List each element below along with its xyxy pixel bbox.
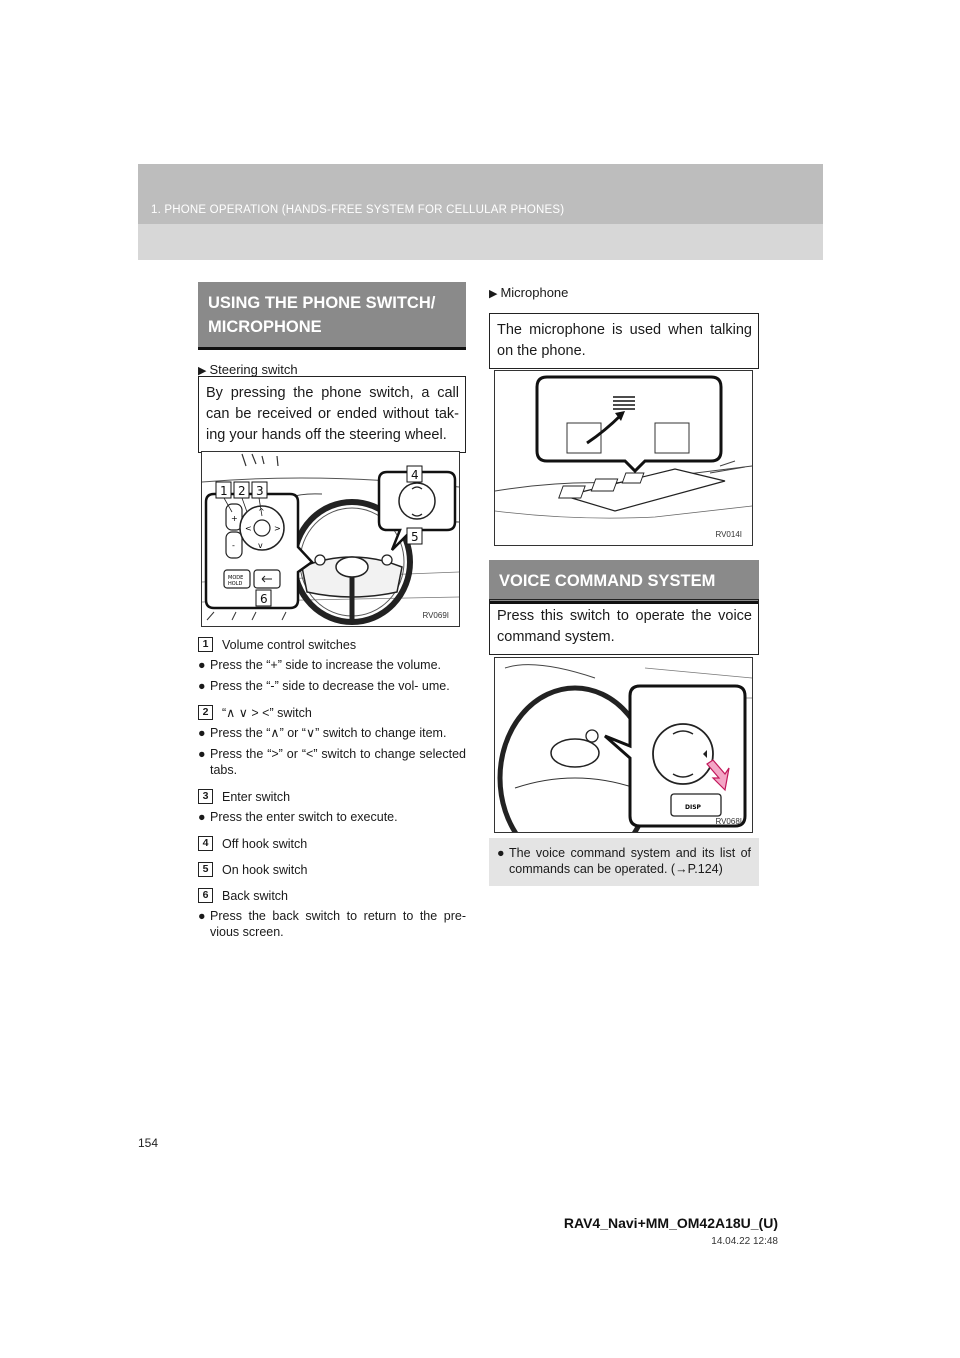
left-column [198,282,466,377]
microphone-figure [494,370,753,546]
list-item-back: 6 Back switch ● Press the back switch to return to the pre- vious screen. [198,888,466,939]
overhead-console-illustration [495,371,752,545]
list-bullet: ● Press the “>” or “<” switch to change selected tabs. [198,747,466,777]
svg-text:v: v [258,541,263,550]
figure-code: RV014I [715,530,742,539]
list-item-volume: 1 Volume control switches ● Press the “+” side to increase the volume. ● Press the “-” side to decrease the vol- ume. [198,637,466,694]
number-box: 6 [198,888,213,903]
voice-note-box [489,838,759,886]
list-bullet: ● Press the back switch to return to the pre- vious screen. [198,909,466,939]
list-bullet: ● Press the “+” side to increase the volume. [198,658,442,672]
figure-code: RV068I [715,817,742,826]
svg-text:<: < [245,524,252,533]
mic-text-box: The microphone is used when talking on the phone. [489,313,759,369]
steering-switch-figure [201,451,460,627]
svg-text:3: 3 [256,484,264,498]
voice-switch-figure [494,657,753,833]
switch-list [198,628,466,940]
number-box: 2 [198,705,213,720]
number-box: 3 [198,789,213,804]
header-top [138,164,823,224]
section-title-phone-switch: USING THE PHONE SWITCH/ MICROPHONE [198,282,466,350]
footer-timestamp: 14.04.22 12:48 [711,1236,778,1247]
intro-box: By pressing the phone switch, a call can be received or ended without tak- ing your hands off the steering wheel. [198,376,466,453]
triangle-icon: ▶ [198,365,207,377]
list-bullet: ● Press the “∧” or “∨” switch to change item. [198,726,447,740]
svg-text:MODE: MODE [228,575,244,581]
list-item-off-hook: 4 Off hook switch [198,836,466,851]
section-title-voice-command: VOICE COMMAND SYSTEM [489,560,759,604]
list-item-on-hook: 5 On hook switch [198,862,466,877]
list-bullet: ● Press the enter switch to execute. [198,810,398,824]
sub-heading-steering: ▶ Steering switch [198,362,298,377]
page-number: 154 [138,1136,159,1150]
svg-text:HOLD: HOLD [228,581,243,587]
svg-text:5: 5 [411,530,419,544]
footer-model-code: RAV4_Navi+MM_OM42A18U_(U) [563,1215,778,1231]
header-band [138,164,823,260]
svg-text:2: 2 [238,484,246,498]
list-item-arrows: 2 “∧ ∨ > <” switch ● Press the “∧” or “∨” switch to change item. ● Press the “>” or “<” switch to change selected tabs. [198,706,466,777]
chapter-title: 1. PHONE OPERATION (HANDS-FREE SYSTEM FOR CELLULAR PHONES) [151,204,565,216]
figure-code: RV069I [422,611,449,620]
steering-wheel-illustration [202,452,459,626]
triangle-icon: ▶ [489,288,498,300]
number-box: 4 [198,836,213,851]
list-bullet: ● Press the “-” side to decrease the vol- ume. [198,679,450,693]
svg-text:6: 6 [260,592,268,606]
number-box: 1 [198,637,213,652]
svg-text:>: > [274,524,281,533]
list-item-enter: 3 Enter switch ● Press the enter switch to execute. [198,789,466,825]
svg-text:+: + [231,514,238,523]
svg-text:^: ^ [258,507,265,516]
number-box: 5 [198,862,213,877]
svg-text:1: 1 [220,484,228,498]
note-bullet: ● The voice command system and its list of commands can be operated. (→P.124) [497,846,751,876]
sub-heading-microphone: ▶ Microphone [489,285,569,300]
svg-text:4: 4 [411,468,419,482]
svg-text:-: - [232,541,235,550]
svg-text:DISP: DISP [685,804,701,811]
voice-switch-illustration [495,658,752,832]
voice-text-box: Press this switch to operate the voice command system. [489,599,759,655]
